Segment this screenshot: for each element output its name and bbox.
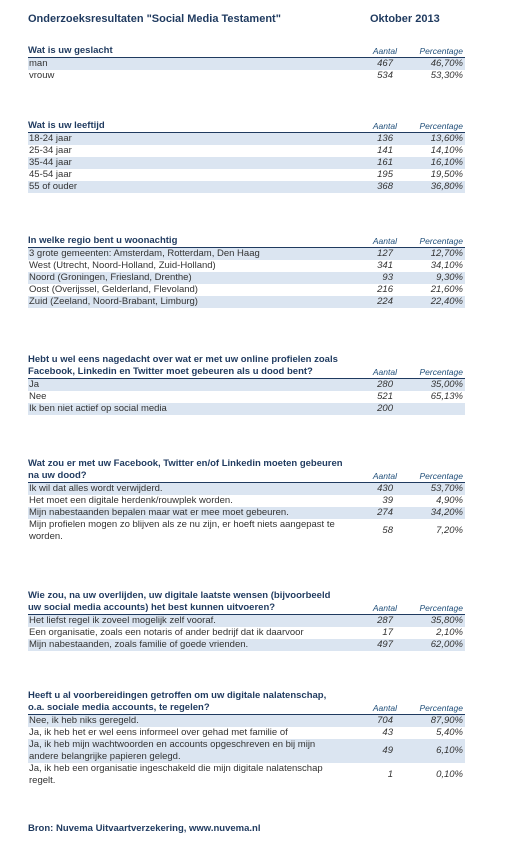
row-label: West (Utrecht, Noord-Holland, Zuid-Holland): [29, 260, 216, 271]
row-percentage: 53,70%: [430, 483, 463, 494]
row-label: Nee, ik heb niks geregeld.: [29, 715, 139, 726]
column-header-aantal: Aantal: [372, 603, 397, 613]
section-geslacht: [28, 45, 465, 82]
row-aantal: 93: [382, 272, 393, 283]
row-aantal: 430: [377, 483, 393, 494]
row-aantal: 49: [382, 745, 393, 756]
row-percentage: 34,10%: [430, 260, 463, 271]
table-row: [28, 615, 465, 627]
column-header-percentage: Percentage: [419, 236, 463, 246]
row-label: man: [29, 58, 48, 69]
row-label: vrouw: [29, 70, 55, 81]
table-row: [28, 715, 465, 727]
column-header-percentage: Percentage: [419, 703, 463, 713]
question-text: Wat is uw geslacht: [28, 45, 113, 56]
column-header-percentage: Percentage: [419, 603, 463, 613]
question-text: Wie zou, na uw overlijden, uw digitale laatste wensen (bijvoorbeeld uw social media accounts) het best kunnen uitvoeren?: [28, 590, 331, 613]
column-header-percentage: Percentage: [419, 367, 463, 377]
table-row: [28, 727, 465, 739]
row-percentage: 0,10%: [436, 769, 463, 780]
row-percentage: 87,90%: [430, 715, 463, 726]
column-header-percentage: Percentage: [419, 46, 463, 56]
row-aantal: 43: [382, 727, 393, 738]
source-note: Bron: Nuvema Uitvaartverzekering, www.nuvema.nl: [28, 823, 261, 834]
table-row: [28, 181, 465, 193]
row-aantal: 287: [377, 615, 393, 626]
question-text: In welke regio bent u woonachtig: [28, 235, 178, 246]
question-header: [28, 235, 465, 248]
row-aantal: 127: [377, 248, 393, 259]
row-percentage: 16,10%: [430, 157, 463, 168]
column-header-aantal: Aantal: [372, 703, 397, 713]
row-label: 35-44 jaar: [29, 157, 72, 168]
question-header: [28, 690, 465, 715]
table-row: [28, 519, 465, 543]
row-label: Nee: [29, 391, 47, 402]
section-nagedacht: [28, 354, 465, 415]
row-label: Ik ben niet actief op social media: [29, 403, 167, 414]
row-percentage: 34,20%: [430, 507, 463, 518]
row-aantal: 216: [377, 284, 393, 295]
question-text: Hebt u wel eens nagedacht over wat er met uw online profielen zoals Facebook, Linkedin en Twitter moet gebeuren als u dood bent?: [28, 354, 338, 377]
row-percentage: 2,10%: [436, 627, 463, 638]
row-aantal: 195: [377, 169, 393, 180]
table-row: [28, 495, 465, 507]
question-text: Heeft u al voorbereidingen getroffen om uw digitale nalatenschap, o.a. sociale media accounts, te regelen?: [28, 690, 327, 713]
row-label: 25-34 jaar: [29, 145, 72, 156]
question-header: [28, 590, 465, 615]
row-aantal: 341: [377, 260, 393, 271]
row-label: Zuid (Zeeland, Noord-Brabant, Limburg): [29, 296, 198, 307]
page-header: [28, 13, 468, 29]
row-label: Een organisatie, zoals een notaris of ander bedrijf dat ik daarvoor: [29, 627, 304, 638]
table-row: [28, 133, 465, 145]
question-header: [28, 458, 465, 483]
row-label: Mijn profielen mogen zo blijven als ze nu zijn, er hoeft niets aangepast te worden.: [29, 519, 335, 542]
row-label: Oost (Overijssel, Gelderland, Flevoland): [29, 284, 198, 295]
row-aantal: 368: [377, 181, 393, 192]
row-percentage: 36,80%: [430, 181, 463, 192]
table-row: [28, 58, 465, 70]
row-aantal: 1: [387, 769, 393, 780]
section-na-dood: [28, 458, 465, 543]
column-header-aantal: Aantal: [372, 471, 397, 481]
row-aantal: 704: [377, 715, 393, 726]
row-aantal: 161: [377, 157, 393, 168]
row-label: 45-54 jaar: [29, 169, 72, 180]
row-percentage: 35,00%: [430, 379, 463, 390]
row-label: Mijn nabestaanden, zoals familie of goede vrienden.: [29, 639, 249, 650]
row-aantal: 200: [377, 403, 393, 414]
table-row: [28, 639, 465, 651]
row-aantal: 141: [377, 145, 393, 156]
row-aantal: 17: [382, 627, 393, 638]
table-row: [28, 70, 465, 82]
table-row: [28, 260, 465, 272]
row-label: Noord (Groningen, Friesland, Drenthe): [29, 272, 192, 283]
row-aantal: 521: [377, 391, 393, 402]
row-percentage: 4,90%: [436, 495, 463, 506]
question-header: [28, 45, 465, 58]
question-header: [28, 120, 465, 133]
row-label: Ik wil dat alles wordt verwijderd.: [29, 483, 163, 494]
document-date: Oktober 2013: [370, 13, 440, 25]
table-row: [28, 248, 465, 260]
row-label: Ja, ik heb een organisatie ingeschakeld die mijn digitale nalatenschap regelt.: [29, 763, 323, 786]
table-row: [28, 296, 465, 308]
table-row: [28, 627, 465, 639]
column-header-aantal: Aantal: [372, 121, 397, 131]
table-row: [28, 763, 465, 787]
row-label: Het moet een digitale herdenk/rouwplek worden.: [29, 495, 233, 506]
table-row: [28, 145, 465, 157]
row-percentage: 53,30%: [430, 70, 463, 81]
row-label: Ja, ik heb mijn wachtwoorden en accounts opgeschreven en bij mijn andere belangrijke papieren gelegd.: [29, 739, 316, 762]
table-row: [28, 391, 465, 403]
row-label: Ja: [29, 379, 40, 390]
table-row: [28, 739, 465, 763]
row-percentage: 13,60%: [430, 133, 463, 144]
row-aantal: 58: [382, 525, 393, 536]
row-percentage: 7,20%: [436, 525, 463, 536]
table-row: [28, 169, 465, 181]
row-percentage: 12,70%: [430, 248, 463, 259]
section-leeftijd: [28, 120, 465, 193]
row-aantal: 497: [377, 639, 393, 650]
row-percentage: 35,80%: [430, 615, 463, 626]
table-row: [28, 272, 465, 284]
row-label: 55 of ouder: [29, 181, 78, 192]
document-title: Onderzoeksresultaten "Social Media Testament": [28, 13, 281, 25]
row-percentage: 14,10%: [430, 145, 463, 156]
question-text: Wat zou er met uw Facebook, Twitter en/of Linkedin moeten gebeuren na uw dood?: [28, 458, 343, 481]
row-percentage: 21,60%: [430, 284, 463, 295]
table-row: [28, 403, 465, 415]
table-row: [28, 157, 465, 169]
row-aantal: 39: [382, 495, 393, 506]
section-voorbereidingen: [28, 690, 465, 787]
row-aantal: 467: [377, 58, 393, 69]
row-percentage: 6,10%: [436, 745, 463, 756]
table-row: [28, 507, 465, 519]
section-uitvoeren: [28, 590, 465, 651]
column-header-percentage: Percentage: [419, 121, 463, 131]
row-percentage: 65,13%: [430, 391, 463, 402]
row-label: 3 grote gemeenten: Amsterdam, Rotterdam, Den Haag: [29, 248, 260, 259]
column-header-percentage: Percentage: [419, 471, 463, 481]
row-percentage: 5,40%: [436, 727, 463, 738]
row-label: 18-24 jaar: [29, 133, 72, 144]
table-row: [28, 379, 465, 391]
table-row: [28, 284, 465, 296]
row-label: Het liefst regel ik zoveel mogelijk zelf vooraf.: [29, 615, 216, 626]
row-percentage: 62,00%: [430, 639, 463, 650]
row-percentage: 19,50%: [430, 169, 463, 180]
column-header-aantal: Aantal: [372, 367, 397, 377]
row-percentage: 9,30%: [436, 272, 463, 283]
row-aantal: 534: [377, 70, 393, 81]
row-label: Ja, ik heb het er wel eens informeel over gehad met familie of: [29, 727, 288, 738]
row-percentage: 22,40%: [430, 296, 463, 307]
column-header-aantal: Aantal: [372, 236, 397, 246]
section-regio: [28, 235, 465, 308]
row-aantal: 280: [377, 379, 393, 390]
row-aantal: 136: [377, 133, 393, 144]
row-aantal: 274: [377, 507, 393, 518]
row-label: Mijn nabestaanden bepalen maar wat er mee moet gebeuren.: [29, 507, 289, 518]
column-header-aantal: Aantal: [372, 46, 397, 56]
row-aantal: 224: [377, 296, 393, 307]
question-header: [28, 354, 465, 379]
question-text: Wat is uw leeftijd: [28, 120, 105, 131]
table-row: [28, 483, 465, 495]
row-percentage: 46,70%: [430, 58, 463, 69]
